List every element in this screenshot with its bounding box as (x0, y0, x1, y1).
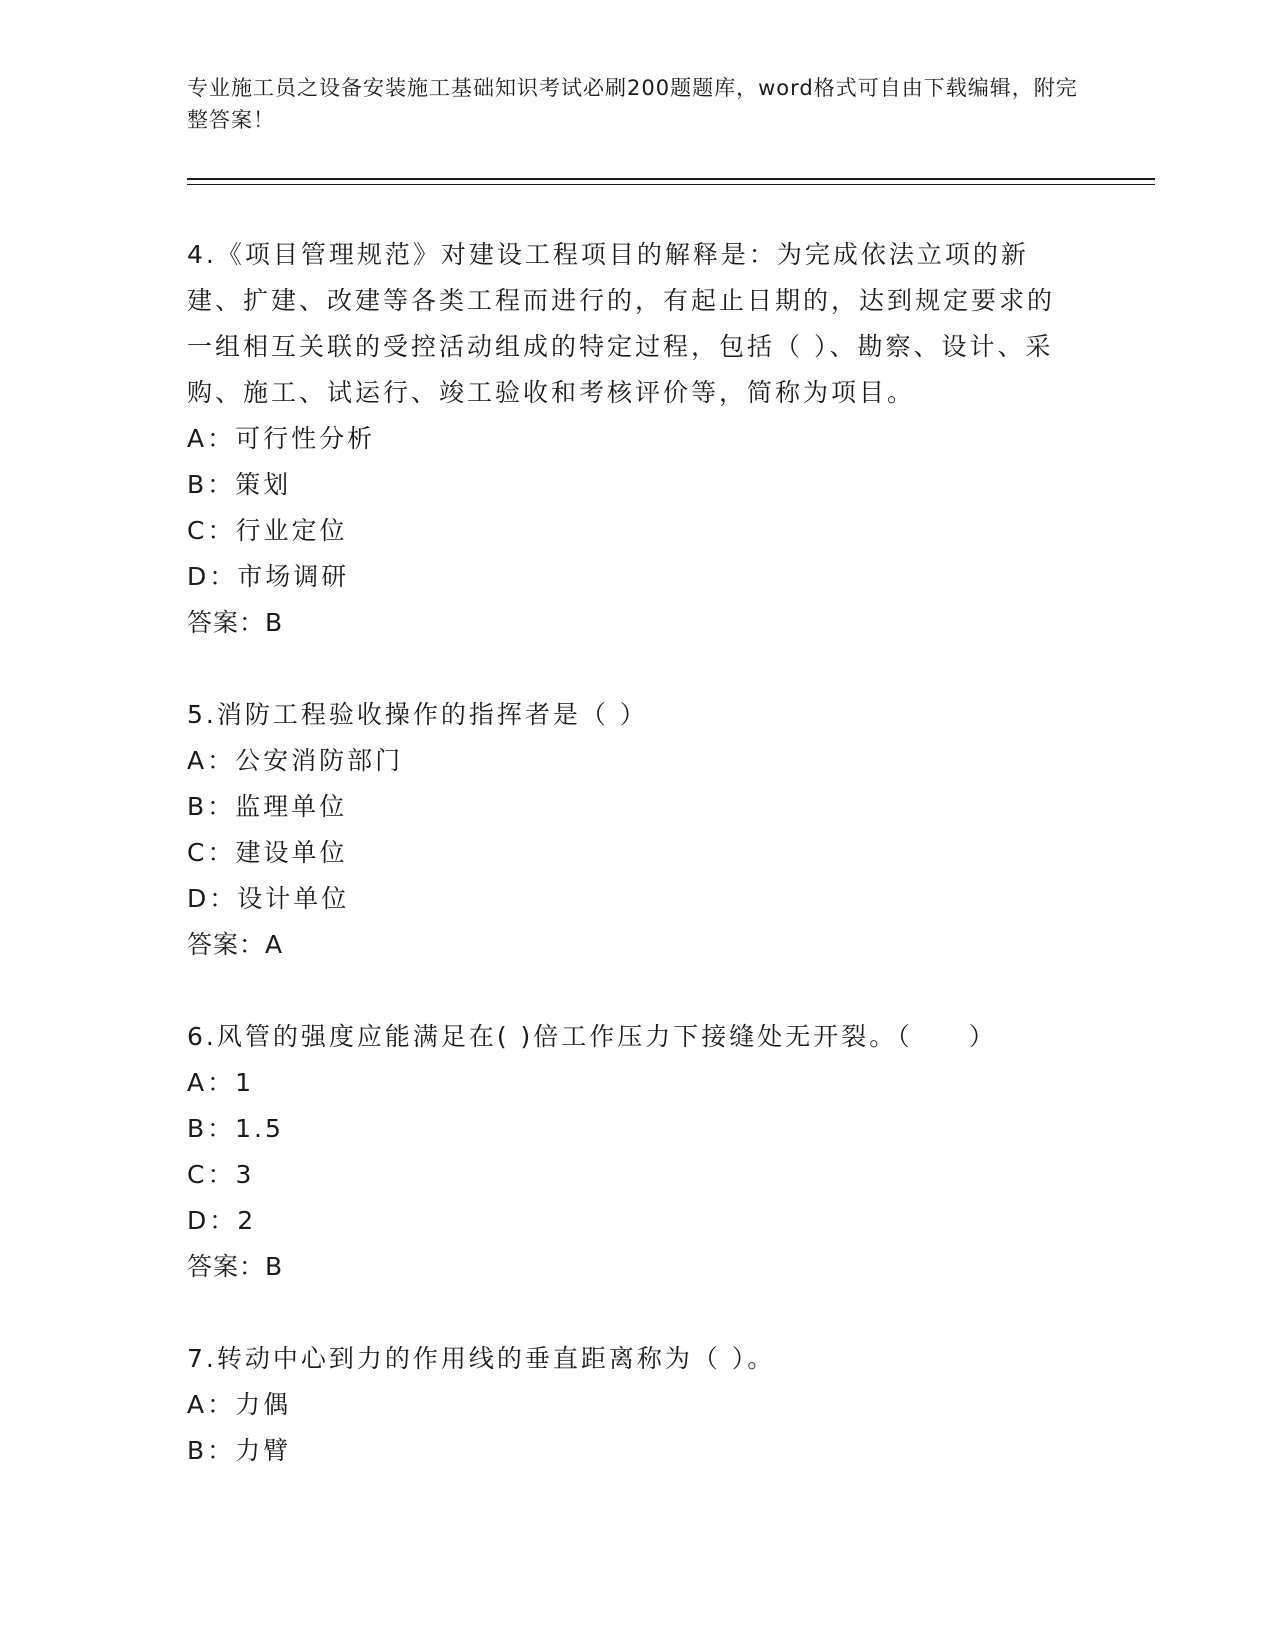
option-b: B：1.5 (187, 1114, 284, 1143)
header-divider-thick (187, 178, 1155, 180)
option-d: D：市场调研 (187, 562, 350, 591)
option-c: C：建设单位 (187, 838, 348, 867)
answer: 答案：B (187, 1252, 284, 1281)
document-header (187, 72, 1087, 136)
document-title: 专业施工员之设备安装施工基础知识考试必刷200题题库，word格式可自由下载编辑，附完整答案！ (187, 76, 1078, 132)
option-a: A：公安消防部门 (187, 746, 404, 775)
question-4 (187, 232, 1077, 646)
option-b: B：力臂 (187, 1436, 292, 1465)
option-a: A：可行性分析 (187, 424, 376, 453)
question-6 (187, 1014, 1077, 1290)
question-7 (187, 1336, 1077, 1474)
option-a: A：力偶 (187, 1390, 292, 1419)
question-list (187, 232, 1077, 1520)
answer: 答案：B (187, 608, 284, 637)
option-b: B：监理单位 (187, 792, 348, 821)
option-a: A：1 (187, 1068, 255, 1097)
answer: 答案：A (187, 930, 284, 959)
question-text: 7.转动中心到力的作用线的垂直距离称为（ ）。 (187, 1344, 776, 1373)
question-text: 5.消防工程验收操作的指挥者是（ ） (187, 700, 648, 729)
question-5 (187, 692, 1077, 968)
option-d: D：2 (187, 1206, 257, 1235)
question-text: 4.《项目管理规范》对建设工程项目的解释是：为完成依法立项的新建、扩建、改建等各类工程而进行的，有起止日期的，达到规定要求的一组相互关联的受控活动组成的特定过程，包括（ ）、勘察、设计、采购、施工、试运行、竣工验收和考核评价等，简称为项目。 (187, 240, 1056, 407)
option-c: C：行业定位 (187, 516, 348, 545)
header-divider-thin (187, 184, 1155, 185)
option-c: C：3 (187, 1160, 255, 1189)
question-text: 6.风管的强度应能满足在( )倍工作压力下接缝处无开裂。（ ） (187, 1022, 997, 1051)
option-b: B：策划 (187, 470, 292, 499)
option-d: D：设计单位 (187, 884, 350, 913)
